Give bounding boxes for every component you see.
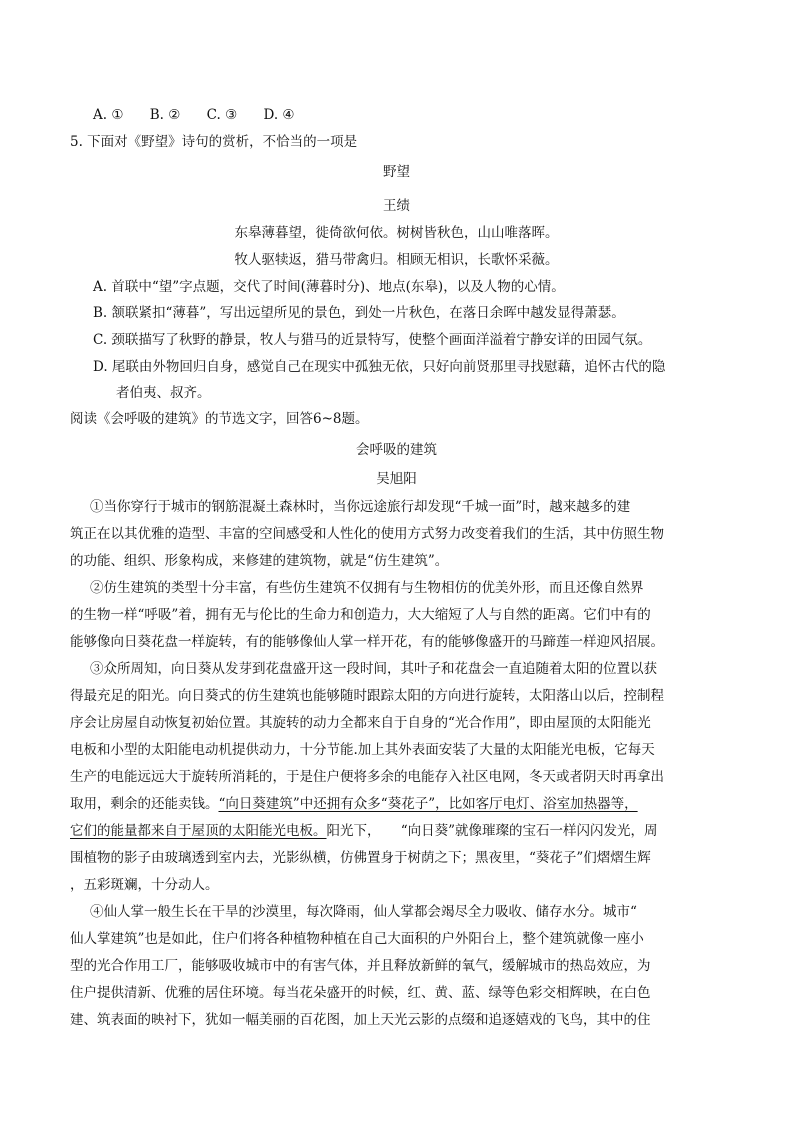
option-a: A. 首联中“望”字点题，交代了时间(薄暮时分)、地点(东皋)，以及人物的心情。 [93, 279, 565, 295]
p1-line: 筑正在以其优雅的造型、丰富的空间感受和人性化的使用方式努力改变着我们的生活，其中仿照生物 [70, 526, 664, 542]
underlined-sentence-part-2: 它们的能量都来自于屋顶的太阳能光电板。 [70, 823, 327, 839]
p3-line: 序会让房屋自动恢复初始位置。其旋转的动力全都来自于自身的“光合作用”，即由屋顶的太阳能光 [70, 715, 651, 731]
poem-line-2: 牧人驱犊返，猎马带禽归。相顾无相识，长歌怀采薇。 [234, 252, 559, 268]
choice-d: D. ④ [263, 107, 295, 123]
p2-line: 的生物一样“呼吸”着，拥有无与伦比的生命力和创造力，大大缩短了人与自然的距离。它们中有的 [70, 607, 651, 623]
p3-line-with-underline [70, 821, 658, 841]
p3-text: 阳光下， “向日葵”就像璀璨的宝石一样闪闪发光，周 [326, 823, 658, 839]
p4-line: 建、筑表面的映衬下，犹如一幅美丽的百花图，加上天光云影的点缀和追逐嬉戏的飞鸟，其中的住 [70, 1012, 651, 1028]
question-5-stem: 5. 下面对《野望》诗句的赏析，不恰当的一项是 [70, 134, 358, 150]
p2-line: ②仿生建筑的类型十分丰富，有些仿生建筑不仅拥有与生物相仿的优美外形，而且还像自然界 [90, 580, 644, 596]
p3-text: 取用，剩余的还能卖钱。 [70, 796, 219, 812]
choice-a: A. ① [93, 107, 124, 123]
p3-line: 得最充足的阳光。向日葵式的仿生建筑也能够随时跟踪太阳的方向进行旋转，太阳落山以后，控制程 [70, 688, 664, 704]
option-b: B. 颔联紧扣“薄暮”，写出远望所见的景色，到处一片秋色，在落日余晖中越发显得萧瑟。 [93, 305, 625, 321]
option-c: C. 颈联描写了秋野的静景，牧人与猎马的近景特写，使整个画面洋溢着宁静安详的田园气氛。 [93, 332, 652, 348]
p3-line: 生产的电能远远大于旋转所消耗的，于是住户便将多余的电能存入社区电网，冬天或者阴天时再拿出 [70, 769, 664, 785]
p1-line: ①当你穿行于城市的钢筋混凝土森林时，当你远途旅行却发现“千城一面”时，越来越多的建 [90, 499, 631, 515]
p3-line: 电板和小型的太阳能电动机提供动力，十分节能.加上其外表面安装了大量的太阳能光电板，它每天 [70, 742, 655, 758]
p4-line: 住户提供清新、优雅的居住环境。每当花朵盛开的时候，红、黄、蓝、绿等色彩交相辉映，在白色 [70, 985, 651, 1001]
p3-line-with-underline [70, 794, 638, 814]
p2-line: 能够像向日葵花盘一样旋转，有的能够像仙人掌一样开花，有的能够像盛开的马蹄莲一样迎风招展。 [70, 634, 664, 650]
choice-b: B. ② [149, 107, 181, 123]
p3-line: 围植物的影子由玻璃透到室内去，光影纵横，仿佛置身于树荫之下；黑夜里，“葵花子”们熠熠生辉 [70, 850, 651, 866]
option-d-line-2: 者伯夷、叔齐。 [116, 385, 211, 401]
article-author: 吴旭阳 [376, 471, 417, 487]
p3-line: ③众所周知，向日葵从发芽到花盘盛开这一段时间，其叶子和花盘会一直追随着太阳的位置以获 [90, 661, 657, 677]
underlined-sentence-part-1: “向日葵建筑”中还拥有众多“葵花子”，比如客厅电灯、浴室加热器等， [218, 796, 638, 812]
article-title: 会呼吸的建筑 [356, 442, 437, 458]
option-d-line-1: D. 尾联由外物回归自身，感觉自己在现实中孤独无依，只好向前贤那里寻找慰藉，追怀古代的隐 [93, 359, 666, 375]
p4-line: ④仙人掌一般生长在干旱的沙漠里，每次降雨，仙人掌都会竭尽全力吸收、储存水分。城市“ [90, 904, 637, 920]
choice-c: C. ③ [206, 107, 238, 123]
answer-choices [93, 105, 317, 125]
poem-author: 王绩 [383, 198, 410, 214]
p1-line: 的功能、组织、形象构成，来修建的建筑物，就是“仿生建筑”。 [70, 553, 449, 569]
reading-intro: 阅读《会呼吸的建筑》的节选文字，回答6~8题。 [70, 411, 369, 427]
poem-title: 野望 [383, 164, 410, 180]
poem-line-1: 东皋薄暮望，徙倚欲何依。树树皆秋色，山山唯落晖。 [234, 225, 559, 241]
p3-line: ，五彩斑斓，十分动人。 [70, 877, 219, 893]
p4-line: 型的光合作用工厂，能够吸收城市中的有害气体，并且释放新鲜的氧气，缓解城市的热岛效应，为 [70, 958, 651, 974]
p4-line: 仙人掌建筑”也是如此，住户们将各种植物种植在自己大面积的户外阳台上，整个建筑就像一座小 [70, 931, 644, 947]
